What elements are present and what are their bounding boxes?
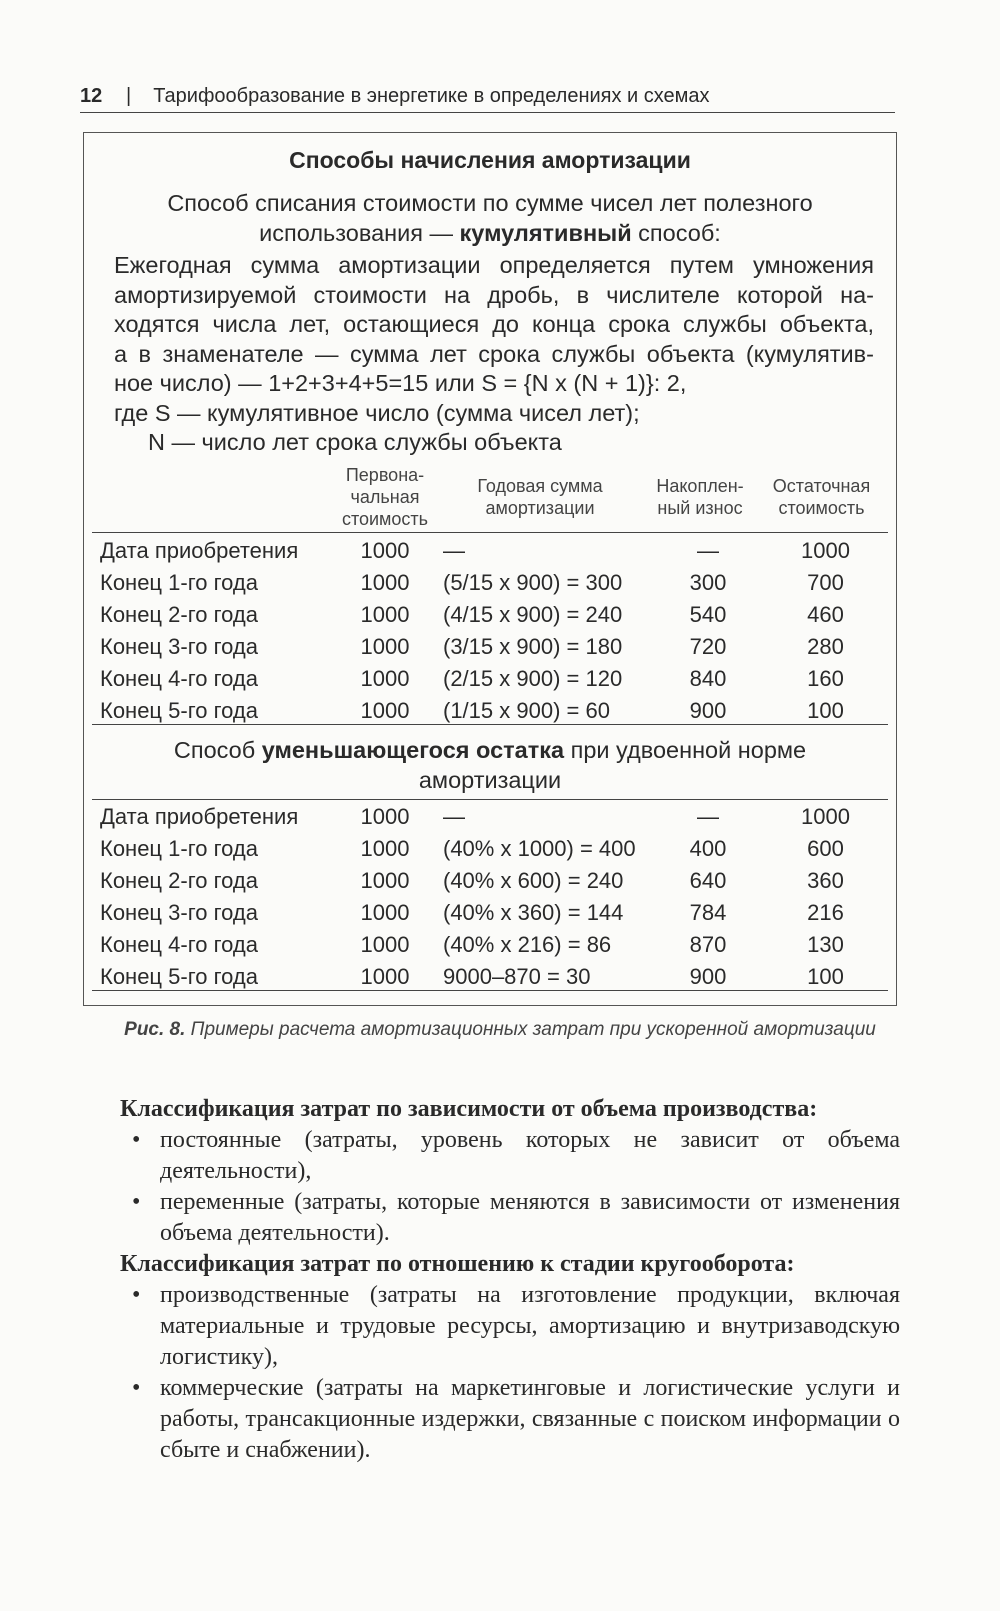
table-cell: 540 [689,602,727,627]
table-row [92,961,888,993]
list-item: • коммерческие (затраты на маркетинговые и логистические услуги и работы, трансакционные издержки, связанные с поиском информации о сбыте и снабжении). [120,1373,900,1466]
table-cell: 1000 [360,868,410,893]
table-cell: 100 [807,964,844,989]
table-cell: 1000 [360,900,410,925]
table-cell: 840 [689,666,727,691]
table-cell: (2/15 х 900) = 120 [443,666,623,691]
text: использования — [259,219,460,246]
table-cell: 600 [807,836,844,861]
table-row [92,929,888,961]
figure-box [83,132,897,1006]
table-cell: 160 [807,666,844,691]
table-cell: Конец 2-го года [100,602,258,627]
text: Способ [173,737,262,763]
table-cell: 1000 [360,634,410,659]
col-header-accumulated: Накоплен- ный износ [656,476,744,518]
col-header-annual-amount: Годовая сумма амортизации [477,476,603,518]
table-cell: 900 [689,964,727,989]
table-row [92,865,888,897]
table-cell: — [443,538,465,563]
method1-description [114,251,874,458]
list-item: • производственные (затраты на изготовление продукции, включая материальные и трудовые ресурсы, амортизацию и внутризаводскую логистику), [120,1280,900,1373]
table-row [92,897,888,929]
table-cell: 280 [807,634,844,659]
table-cell: 1000 [360,964,410,989]
table-cell: 9000–870 = 30 [443,964,591,989]
table-cell: Дата приобретения [100,538,299,563]
method2-heading-line2: амортизации [418,767,562,793]
method1-heading [84,189,896,248]
table-cell: Конец 5-го года [100,964,258,989]
table-row [92,567,888,599]
table-cell: 640 [689,868,727,893]
divider [92,724,888,725]
running-title: Тарифообразование в энергетике в определениях и схемах [153,84,710,107]
section-heading: Классификация затрат по отношению к стадии кругооборота: [120,1251,795,1277]
desc-line: амортизируемой стоимости на дробь, в числителе которой на- [114,281,874,308]
table-row [92,801,888,833]
table-row [92,663,888,695]
column-headers [92,463,888,531]
figure-caption [120,1016,880,1044]
table-cell: 900 [689,698,727,723]
table-cumulative [92,535,888,727]
table-row [92,695,888,727]
table-cell: Конец 4-го года [100,932,258,957]
table-cell: 300 [689,570,727,595]
divider [92,532,888,533]
text: при удвоенной норме [564,737,807,763]
table-cell: Конец 1-го года [100,570,258,595]
table-cell: Конец 4-го года [100,666,258,691]
table-cell: Конец 3-го года [100,900,258,925]
list-item: • постоянные (затраты, уровень которых не зависит от объема деятельности), [120,1125,900,1187]
list-item: • переменные (затраты, которые меняются в зависимости от изменения объема деятельности). [120,1187,900,1249]
table-cell: 1000 [360,570,410,595]
table-cell: (40% х 216) = 86 [443,932,612,957]
table-cell: 870 [689,932,727,957]
method2-heading [84,735,896,795]
desc-line: ходятся числа лет, остающиеся до конца срока службы объекта, [114,311,874,337]
table-cell: (1/15 х 900) = 60 [443,698,610,723]
table-cell: 100 [807,698,844,723]
table-cell: 784 [689,900,727,925]
divider [92,799,888,800]
page-number: 12 [80,84,103,107]
table-cell: 1000 [360,804,410,829]
table-cell: 1000 [360,538,410,563]
header-separator: | [126,84,132,107]
table-cell: 720 [689,634,727,659]
table-cell: 216 [807,900,844,925]
table-row [92,833,888,865]
table-cell: 460 [807,602,844,627]
table-cell: 700 [807,570,844,595]
table-cell: 1000 [801,804,850,829]
table-cell: Дата приобретения [100,804,299,829]
table-cell: 1000 [360,698,410,723]
running-header [80,80,895,113]
table-cell: Конец 2-го года [100,868,258,893]
table-cell: 1000 [360,932,410,957]
section-heading: Классификация затрат по зависимости от объема производства: [120,1096,818,1122]
method1-heading-line2 [84,219,896,249]
table-cell: 360 [807,868,844,893]
table-cell: — [443,804,465,829]
divider [92,990,888,991]
figure-title: Способы начисления амортизации [289,147,691,173]
table-declining-balance [92,801,888,993]
method2-heading-line1 [84,735,896,765]
table-cell: (40% х 360) = 144 [443,900,624,925]
table-cell: 400 [689,836,727,861]
table-cell: 1000 [360,666,410,691]
table-cell: (40% х 1000) = 400 [443,836,636,861]
bullet-list [120,1125,900,1249]
text: способ: [631,219,721,246]
col-header-residual: Остаточная стоимость [772,476,871,518]
table-row [92,631,888,663]
table-cell: Конец 1-го года [100,836,258,861]
desc-line: а в знаменателе — сумма лет срока службы объекта (кумулятив- [114,340,874,367]
table-cell: 1000 [801,538,850,563]
col-header-initial-cost: Первона- чальная стоимость [341,465,429,529]
desc-line: Ежегодная сумма амортизации определяется путем умножения [114,252,874,278]
table-cell: 1000 [360,602,410,627]
table-cell: 130 [807,932,844,957]
table-cell: (4/15 х 900) = 240 [443,602,623,627]
method1-heading-line1: Способ списания стоимости по сумме чисел лет полезного [167,190,813,216]
table-cell: (5/15 х 900) = 300 [443,570,623,595]
bold-text: кумулятивный [459,219,632,246]
main-text [120,1094,900,1466]
table-cell: — [697,538,719,563]
desc-line: N — число лет срока службы объекта [148,429,562,455]
caption-text: Примеры расчета амортизационных затрат при ускоренной амортизации [185,1019,876,1040]
desc-line: ное число) — 1+2+3+4+5=15 или S = {N x (N + 1)}: 2, [114,370,687,396]
bold-text: уменьшающегося остатка [261,737,565,763]
table-cell: (3/15 х 900) = 180 [443,634,623,659]
bullet-list [120,1280,900,1466]
table-cell: Конец 5-го года [100,698,258,723]
table-cell: Конец 3-го года [100,634,258,659]
desc-line: где S — кумулятивное число (сумма чисел лет); [114,399,640,426]
table-row [92,599,888,631]
table-row [92,535,888,567]
caption-label: Рис. 8. [124,1019,186,1040]
table-cell: 1000 [360,836,410,861]
table-cell: — [697,804,719,829]
table-cell: (40% х 600) = 240 [443,868,624,893]
